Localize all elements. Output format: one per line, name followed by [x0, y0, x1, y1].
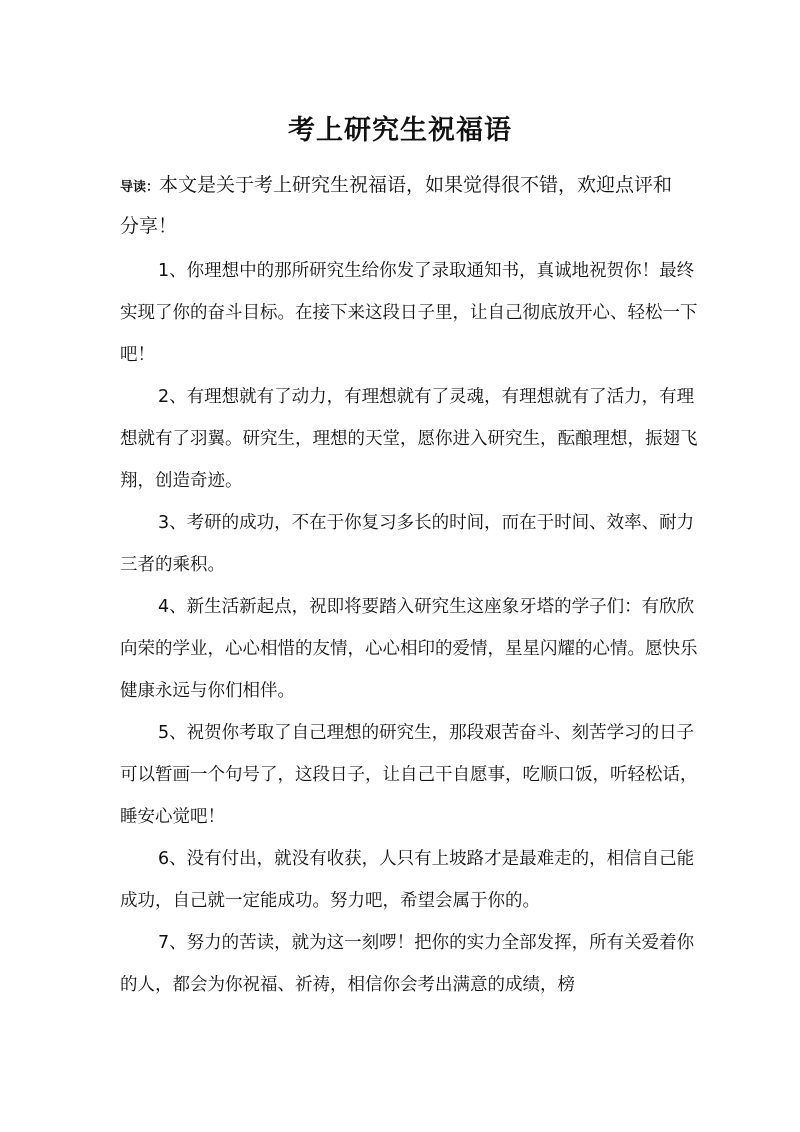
paragraph-2: 2、有理想就有了动力，有理想就有了灵魂，有理想就有了活力，有理想就有了羽翼。研究生，理想的天堂，愿你进入研究生，酝酿理想，振翅飞翔，创造奇迹。 [120, 387, 698, 491]
intro-text: 本文是关于考上研究生祝福语，如果觉得很不错，欢迎点评和分享！ [120, 174, 673, 237]
paragraph-3: 3、考研的成功，不在于你复习多长的时间，而在于时间、效率、耐力三者的乘积。 [120, 513, 695, 575]
page-title: 考上研究生祝福语 [288, 115, 512, 146]
intro-label: 导读： [120, 180, 160, 195]
paragraph-4: 4、新生活新起点，祝即将要踏入研究生这座象牙塔的学子们：有欣欣向荣的学业，心心相惜的友情，心心相印的爱情，星星闪耀的心情。愿快乐健康永远与你们相伴。 [120, 597, 698, 701]
paragraph-6: 6、没有付出，就没有收获，人只有上坡路才是最难走的，相信自己能成功，自己就一定能成功。努力吧，希望会属于你的。 [120, 849, 695, 911]
paragraph-1: 1、你理想中的那所研究生给你发了录取通知书，真诚地祝贺你！最终实现了你的奋斗目标。在接下来这段日子里，让自己彻底放开心、轻松一下吧！ [120, 261, 698, 365]
intro-paragraph [120, 166, 680, 245]
paragraph-5: 5、祝贺你考取了自己理想的研究生，那段艰苦奋斗、刻苦学习的日子可以暂画一个句号了，这段日子，让自己干自愿事，吃顺口饭，听轻松话，睡安心觉吧！ [120, 723, 698, 827]
paragraph-7: 7、努力的苦读，就为这一刻啰！把你的实力全部发挥，所有关爱着你的人，都会为你祝福、祈祷，相信你会考出满意的成绩，榜 [120, 933, 695, 995]
body-text [120, 250, 698, 1006]
